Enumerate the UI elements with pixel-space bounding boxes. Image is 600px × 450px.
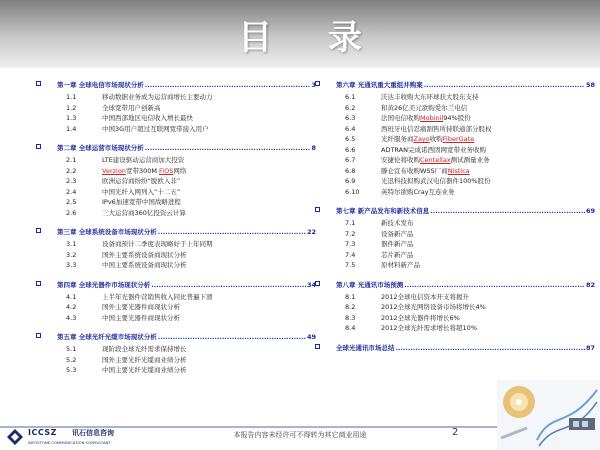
- underlined-term: Verzion: [102, 166, 126, 175]
- chapter-title: 第六章 光通讯重大重组并购案: [336, 81, 423, 89]
- title-banner: [0, 0, 600, 68]
- toc-item[interactable]: [36, 355, 316, 366]
- toc-item[interactable]: [36, 176, 316, 187]
- item-text: 芯片新产品: [381, 250, 414, 259]
- right-chapter-0[interactable]: [315, 80, 595, 90]
- left-chapter-4[interactable]: [36, 332, 316, 342]
- bullet-icon: [36, 228, 41, 233]
- toc-item[interactable]: [315, 166, 595, 177]
- item-number: 2.2: [66, 166, 77, 175]
- item-text: 国外主要光纤光缆商业绩分析: [102, 355, 187, 364]
- toc-item[interactable]: [36, 197, 316, 208]
- toc-item[interactable]: [36, 250, 316, 261]
- chapter-page: 49: [306, 333, 316, 341]
- item-text: 器件新产品: [381, 240, 414, 248]
- underlined-term: Zayo: [413, 135, 430, 143]
- item-number: 7.5: [345, 261, 356, 269]
- item-text: 2012全球光网络设备市场将增长4%: [381, 303, 486, 311]
- section-gap: [36, 218, 316, 227]
- underlined-term: Centellax: [420, 156, 451, 164]
- item-text: 中国光纤入网列入“十二五”: [102, 187, 181, 196]
- chapter-title: 第三章 全球系统设备市场现状分析: [57, 228, 157, 236]
- toc-item[interactable]: [36, 124, 316, 135]
- toc-item[interactable]: [315, 113, 595, 124]
- section-gap: [315, 197, 595, 206]
- item-number: 6.8: [345, 166, 356, 175]
- underlined-term: Mobinil: [420, 114, 444, 122]
- item-number: 6.1: [345, 93, 356, 101]
- item-text: 中国主要光器件商现状分析: [102, 313, 180, 322]
- item-number: 4.2: [66, 303, 77, 311]
- right-chapter-2[interactable]: [315, 280, 595, 290]
- item-text: 欧洲运营商纷纷“脱欧入非”: [102, 177, 181, 185]
- item-text: [381, 155, 490, 166]
- chapter-title: 第一章 全球电信市场现状分析: [57, 81, 144, 89]
- right-chapter-1[interactable]: [315, 206, 595, 216]
- leader-dots: [430, 206, 585, 216]
- item-text: 英特尔欲购Cray互连业务: [381, 187, 455, 196]
- logo-brand-cn: 讯石信息咨询: [72, 429, 114, 437]
- item-text: 上半年光器件营销售收入同比普遍下滑: [102, 292, 213, 301]
- item-text: 国外主要光器件商现状分析: [102, 303, 180, 311]
- item-text: [381, 166, 470, 177]
- item-text-part: 滕仑宣布收购WSS厂商: [381, 166, 448, 175]
- toc-item[interactable]: [36, 166, 316, 177]
- item-text: 移动数据业务成为运营商增长主要动力: [102, 93, 213, 101]
- item-text: 2012全球电信资本开支将揭升: [381, 292, 470, 301]
- item-text: 光迅科技拟购武汉电信器件100%股份: [381, 177, 491, 185]
- toc-item[interactable]: [36, 155, 316, 166]
- section-gap: [36, 271, 316, 280]
- item-text: 沃达丰收购大东环球获大股东支持: [381, 93, 479, 101]
- item-text: 新技术发布: [381, 219, 414, 227]
- leader-dots: [145, 143, 311, 153]
- item-number: 7.4: [345, 250, 356, 259]
- item-text: ADTRAN完成诺西固网宽带业务收购: [381, 145, 486, 154]
- leader-dots: [404, 280, 585, 290]
- item-text: 2012全球光纤需求增长将超10%: [381, 324, 477, 332]
- item-text-part: 94%股份: [443, 114, 471, 122]
- item-text: 中国3G用户超过互联网宽带接入用户: [102, 124, 209, 133]
- toc-item[interactable]: [315, 124, 595, 135]
- bullet-icon: [315, 81, 320, 86]
- leader-dots: [424, 80, 585, 90]
- underlined-term: FiberGate: [442, 135, 475, 143]
- item-number: 8.2: [345, 303, 356, 311]
- leader-dots: [158, 332, 306, 342]
- item-text: [381, 134, 474, 145]
- chapter-page: 34: [306, 280, 316, 289]
- item-text-part: 收购: [429, 135, 443, 143]
- item-number: 6.4: [345, 124, 356, 133]
- section-gap: [315, 334, 595, 343]
- underlined-term: Nistica: [447, 166, 470, 175]
- item-text: [381, 113, 471, 124]
- item-number: 2.5: [66, 198, 77, 206]
- item-text-part: 光纤服务商: [381, 135, 414, 143]
- bullet-icon: [315, 207, 320, 212]
- toc-item[interactable]: [315, 218, 595, 229]
- item-number: 2.4: [66, 187, 77, 196]
- fiber-optic-image: [497, 380, 600, 450]
- item-text: 设备商预计二季度表现略好于上年同期: [102, 240, 213, 248]
- left-chapter-2[interactable]: [36, 227, 316, 237]
- toc-item[interactable]: [315, 292, 595, 303]
- logo-brand-en: INFOSTONE COMMUNICATION CONSULTANT: [28, 440, 111, 445]
- toc-item[interactable]: [315, 239, 595, 250]
- toc-item[interactable]: [315, 92, 595, 103]
- leader-dots: [151, 280, 306, 290]
- toc-item[interactable]: [36, 92, 316, 103]
- bullet-icon: [36, 333, 41, 338]
- toc-item[interactable]: [315, 302, 595, 313]
- chapter-page: 3: [311, 81, 316, 89]
- item-number: 8.1: [345, 292, 356, 301]
- page-number: 2: [452, 427, 459, 438]
- chapter-page: 58: [585, 81, 595, 89]
- chapter-page: 22: [306, 228, 316, 236]
- item-text: 国外主要系统设备商现状分析: [102, 250, 187, 259]
- page-title: 目 录: [238, 18, 384, 58]
- item-number: 6.7: [345, 156, 356, 164]
- left-chapter-0[interactable]: [36, 80, 316, 90]
- toc-item[interactable]: [36, 292, 316, 303]
- item-text: 中国主要光纤光缆商业绩分析: [102, 366, 187, 374]
- logo-brand: ICCSZ: [28, 428, 57, 437]
- item-number: 6.9: [345, 177, 356, 185]
- toc-item[interactable]: [36, 239, 316, 250]
- chapter-title: 第二章 全球运营市场现状分析: [57, 144, 144, 152]
- item-text: 设备新产品: [381, 229, 414, 238]
- toc-item[interactable]: [315, 134, 595, 145]
- leader-dots: [158, 227, 306, 237]
- item-number: 6.3: [345, 114, 356, 122]
- toc-item[interactable]: [36, 187, 316, 198]
- item-number: 6.5: [345, 135, 356, 143]
- right-chapter-3[interactable]: [315, 343, 595, 353]
- chapter-title: 第五章 全球光纤光缆市场现状分析: [57, 333, 157, 341]
- leader-dots: [145, 80, 311, 90]
- toc-item[interactable]: [36, 365, 316, 376]
- item-number: 1.1: [66, 93, 77, 101]
- item-number: 8.4: [345, 324, 356, 332]
- underlined-term: FiOS: [159, 166, 174, 175]
- toc-item[interactable]: [315, 250, 595, 261]
- footer-disclaimer: 本报告内容未经许可不得转为其它商业用途: [233, 431, 367, 439]
- toc-item[interactable]: [36, 313, 316, 324]
- item-text: 中国主要系统设备商现状分析: [102, 261, 187, 269]
- item-number: 5.1: [66, 345, 77, 353]
- toc-item[interactable]: [36, 302, 316, 313]
- item-text: 原材料新产品: [381, 261, 420, 269]
- toc-item[interactable]: [315, 145, 595, 156]
- item-number: 2.3: [66, 177, 77, 185]
- item-text: [102, 166, 186, 177]
- item-text: IPv6加速宽带中国战略进程: [102, 198, 181, 206]
- toc-item[interactable]: [315, 155, 595, 166]
- item-text: 2012全球光器件将增长6%: [381, 313, 460, 322]
- section-gap: [36, 376, 316, 385]
- bullet-icon: [36, 144, 41, 149]
- item-text: 现阶段全球光纤需求保持增长: [102, 345, 187, 353]
- item-number: 6.6: [345, 145, 356, 154]
- section-gap: [36, 134, 316, 143]
- toc-left-column: [36, 80, 316, 385]
- item-text-part: 网络: [173, 166, 187, 175]
- chapter-title: 全球光通讯市场总结: [336, 343, 395, 352]
- item-number: 5.2: [66, 355, 77, 364]
- bullet-icon: [36, 81, 41, 86]
- toc-item[interactable]: [36, 344, 316, 355]
- toc-item[interactable]: [36, 260, 316, 271]
- item-text-part: 安捷伦将收购: [381, 156, 420, 164]
- item-number: 7.1: [345, 219, 356, 227]
- item-number: 1.2: [66, 103, 77, 112]
- chapter-page: 87: [585, 343, 595, 352]
- chapter-title: 第七章 新产品发布和新技术信息: [336, 207, 430, 215]
- item-number: 1.3: [66, 114, 77, 122]
- section-gap: [315, 355, 595, 364]
- left-chapter-3[interactable]: [36, 280, 316, 290]
- chapter-page: 82: [585, 280, 595, 289]
- section-gap: [36, 323, 316, 332]
- section-gap: [315, 271, 595, 280]
- toc-item[interactable]: [36, 208, 316, 219]
- bullet-icon: [36, 281, 41, 286]
- item-number: 3.3: [66, 261, 77, 269]
- item-text-part: 宽带300M: [125, 166, 160, 175]
- item-number: 4.1: [66, 292, 77, 301]
- item-number: 3.2: [66, 250, 77, 259]
- item-number: 8.3: [345, 313, 356, 322]
- chapter-title: 第八章 光通讯市场预测: [336, 280, 404, 289]
- left-chapter-1[interactable]: [36, 143, 316, 153]
- toc-item[interactable]: [36, 103, 316, 114]
- toc-item[interactable]: [315, 313, 595, 324]
- item-number: 6.10: [345, 187, 360, 196]
- item-number: 4.3: [66, 313, 77, 322]
- chapter-title: 第四章 全球光器件市场现状分析: [57, 280, 151, 289]
- toc-item[interactable]: [315, 176, 595, 187]
- item-text: LTE建设驱动运营商加大投资: [102, 156, 185, 164]
- item-number: 6.2: [345, 103, 356, 112]
- toc-item[interactable]: [315, 260, 595, 271]
- item-number: 7.2: [345, 229, 356, 238]
- toc-item[interactable]: [315, 323, 595, 334]
- item-number: 1.4: [66, 124, 77, 133]
- toc-item[interactable]: [36, 113, 316, 124]
- toc-item[interactable]: [315, 187, 595, 198]
- toc-right-column: [315, 80, 595, 364]
- toc-item[interactable]: [315, 103, 595, 114]
- leader-dots: [396, 343, 585, 353]
- item-text: 三大运营商360亿投资云计算: [102, 208, 186, 217]
- item-text: 西班牙电信忍痛割售所持联通部分股权: [381, 124, 492, 133]
- item-text: 全球宽带用户创新高: [102, 103, 161, 112]
- toc-item[interactable]: [315, 229, 595, 240]
- item-text: 中国西部地区电信收入增长最快: [102, 114, 193, 122]
- bullet-icon: [315, 281, 320, 286]
- chapter-page: 8: [311, 144, 316, 152]
- item-text: 和黄26亿美元欲购爱尔兰电信: [381, 103, 468, 112]
- item-text-part: 测试测量业务: [450, 156, 490, 164]
- item-number: 7.3: [345, 240, 356, 248]
- item-number: 3.1: [66, 240, 77, 248]
- item-text-part: 法国电信收购: [381, 114, 420, 122]
- item-number: 2.6: [66, 208, 77, 217]
- bullet-icon: [315, 344, 320, 349]
- chapter-page: 69: [585, 207, 595, 215]
- item-number: 2.1: [66, 156, 77, 164]
- item-number: 5.3: [66, 366, 77, 374]
